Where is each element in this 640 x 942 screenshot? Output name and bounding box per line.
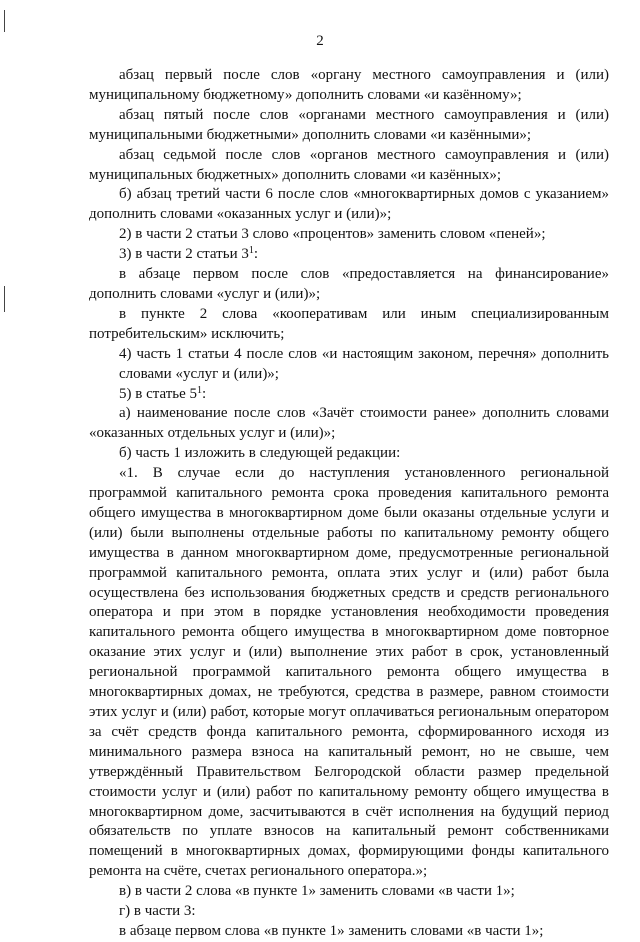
paragraph-tail: :	[253, 246, 259, 263]
paragraph	[89, 245, 609, 265]
paragraph: абзац пятый после слов «органами местного самоуправления и (или) муниципальными бюджетными» дополнить словами «и казёнными»;	[89, 106, 609, 143]
paragraph: в абзаце первом после слов «предоставляется на финансирование» дополнить словами «услуг и (или)»;	[89, 266, 609, 302]
paragraph	[89, 385, 609, 405]
scan-edge-mark	[4, 10, 5, 32]
scan-edge-mark	[4, 286, 5, 312]
document-body	[89, 66, 609, 942]
paragraph: абзац первый после слов «органу местного самоуправления и (или) муниципальному бюджетному» дополнить словами «и казённому»;	[89, 67, 609, 103]
paragraph-text: 3) в части 2 статьи 3	[119, 246, 249, 263]
superscript: 1	[197, 384, 203, 396]
paragraph: в) в части 2 слова «в пункте 1» заменить словами «в части 1»;	[119, 883, 515, 900]
paragraph: в пункте 2 слова «кооперативам или иным специализированным потребительским» исключить;	[89, 305, 609, 342]
paragraph: 2) в части 2 статьи 3 слово «процентов» заменить словом «пеней»;	[119, 226, 546, 243]
paragraph-text: 5) в статье 5	[119, 385, 198, 402]
paragraph: г) в части 3:	[119, 903, 196, 920]
paragraph: б) часть 1 изложить в следующей редакции:	[119, 445, 401, 462]
page-number: 2	[316, 33, 324, 49]
superscript: 1	[248, 245, 254, 257]
paragraph: абзац седьмой после слов «органов местного самоуправления и (или) муниципальных бюджетных» дополнить словами «и казённых»;	[89, 146, 609, 183]
paragraph: а) наименование после слов «Зачёт стоимости ранее» дополнить словами «оказанных отдельных услуг и (или)»;	[89, 405, 609, 442]
paragraph: 4) часть 1 статьи 4 после слов «и настоящим законом, перечня» дополнить словами «услуг и (или)»;	[119, 345, 609, 382]
paragraph: в абзаце первом слова «в пункте 1» заменить словами «в части 1»;	[119, 922, 544, 939]
paragraph: б) абзац третий части 6 после слов «многоквартирных домов с указанием» дополнить словами «оказанных услуг и (или)»;	[89, 186, 609, 223]
quoted-paragraph: «1. В случае если до наступления установленного региональной программой капитального ремонта срока проведения капитального ремонта общего имущества в многоквартирном доме были оказаны отдельные услуги и (или) были выполнены отдельные работы по капитальному ремонту общего имущества в данном многоквартирном доме, предусмотренные региональной программой капитального ремонта, оплата этих услуг и (или) работ была осуществлена без использования бюджетных средств и средств регионального оператора и при этом в порядке установления необходимости проведения капитального ремонта общего имущества в многоквартирном доме повторное оказание этих услуг и (или) выполнение этих работ в срок, установленный региональной программой капитального ремонта общего имущества в многоквартирных домах, не требуются, средства в размере, равном стоимости этих услуг и (или) работ, которые могут оплачиваться региональным оператором за счёт средств фонда капитального ремонта, сформированного исходя из минимального размера взноса на капитальный ремонт, но не свыше, чем утверждённый Правительством Белгородской области размер предельной стоимости услуг и (или) работ по капитальному ремонту общего имущества в многоквартирном доме, засчитываются в счёт исполнения на будущий период обязательств по уплате взносов на капитальный ремонт собственниками помещений в многоквартирных домах, формирующими фонды капитального ремонта на счёте, счетах регионального оператора.»;	[89, 465, 609, 880]
paragraph-tail: :	[202, 385, 207, 402]
